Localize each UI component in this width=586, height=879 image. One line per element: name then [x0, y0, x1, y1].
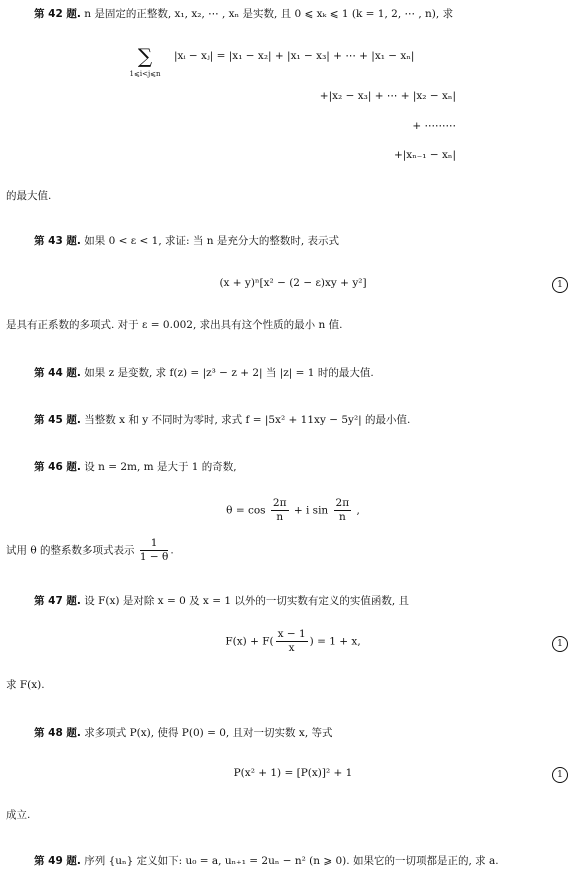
problem-42-label: 第 42 题.: [34, 8, 81, 20]
equation-47-right: ) = 1 + x,: [309, 635, 361, 648]
problem-43-label: 第 43 题.: [34, 235, 81, 247]
equation-46-mid: + i sin: [293, 504, 329, 517]
fraction-x-minus-1-over-x: [276, 628, 308, 655]
problem-48-label: 第 48 题.: [34, 727, 81, 739]
equation-48: P(x² + 1) = [P(x)]² + 1: [233, 767, 353, 779]
problem-42-text: n 是固定的正整数, x₁, x₂, ⋯ , xₙ 是实数, 且 0 ⩽ xₖ ⩽ 1 (k = 1, 2, ⋯ , n), 求: [84, 8, 454, 20]
problem-43-tail: 是具有正系数的多项式. 对于 ε = 0.002, 求出具有这个性质的最小 n 值.: [6, 319, 343, 331]
problem-44-statement: [34, 367, 374, 380]
problem-45-statement: [34, 414, 410, 427]
equation-43: (x + y)ⁿ[x² − (2 − ε)xy + y²]: [219, 277, 367, 289]
problem-48-statement: [34, 727, 333, 740]
equation-47: [0, 628, 586, 655]
equation-43-tag: 1: [552, 277, 568, 293]
problem-49-statement: [34, 855, 499, 868]
equation-46-left: θ = cos: [226, 504, 266, 517]
fraction-2pi-over-n-a: [271, 497, 289, 524]
equation-42-line-3: + ⋯⋯⋯: [412, 120, 456, 132]
equation-42-line-1: |xᵢ − xⱼ| = |x₁ − x₂| + |x₁ − x₃| + ⋯ + |x₁ − xₙ|: [174, 50, 415, 62]
problem-46-statement: [34, 461, 237, 474]
problem-46-tail-text: 试用 θ 的整系数多项式表示: [6, 544, 135, 557]
problem-46-tail: [6, 537, 174, 564]
fraction-numerator: 1: [140, 537, 168, 551]
fraction-1-over-1-minus-theta: [140, 537, 168, 564]
problem-42-statement: [34, 8, 453, 21]
equation-47-tag: 1: [552, 636, 568, 652]
problem-42-tail: 的最大值.: [6, 190, 52, 202]
problem-44-text: 如果 z 是变数, 求 f(z) = |z³ − z + 2| 当 |z| = 1 时的最大值.: [84, 367, 374, 379]
summation-symbol: ∑: [137, 44, 153, 68]
problem-47-tail: 求 F(x).: [6, 679, 45, 691]
problem-49-label: 第 49 题.: [34, 855, 81, 867]
equation-43-row: [0, 277, 586, 293]
problem-43-text: 如果 0 < ε < 1, 求证: 当 n 是充分大的整数时, 表示式: [84, 235, 340, 247]
fraction-numerator: 2π: [272, 497, 287, 509]
problem-46-label: 第 46 题.: [34, 461, 81, 473]
equation-48-row: [0, 767, 586, 783]
fraction-numerator: x − 1: [277, 628, 306, 640]
problem-47-label: 第 47 题.: [34, 595, 81, 607]
problem-49-text: 序列 {uₙ} 定义如下: u₀ = a, uₙ₊₁ = 2uₙ − n² (n ⩾ 0). 如果它的一切项都是正的, 求 a.: [84, 855, 499, 867]
problem-43-statement: [34, 235, 339, 248]
problem-48-tail: 成立.: [6, 809, 31, 821]
problem-45-label: 第 45 题.: [34, 414, 81, 426]
equation-48-tag: 1: [552, 767, 568, 783]
problem-46-tail-period: .: [170, 544, 174, 557]
fraction-denominator: n: [338, 511, 346, 523]
problem-48-text: 求多项式 P(x), 使得 P(0) = 0, 且对一切实数 x, 等式: [84, 727, 333, 739]
equation-42-line-4: +|xₙ₋₁ − xₙ|: [393, 149, 456, 161]
equation-46: [0, 497, 586, 524]
fraction-denominator: 1 − θ: [139, 551, 169, 563]
problem-47-text: 设 F(x) 是对除 x = 0 及 x = 1 以外的一切实数有定义的实值函数, 且: [84, 595, 410, 607]
equation-47-row: [0, 628, 586, 662]
problem-44-label: 第 44 题.: [34, 367, 81, 379]
equation-46-right: ,: [356, 504, 360, 517]
fraction-numerator: 2π: [335, 497, 350, 509]
problem-46-text: 设 n = 2m, m 是大于 1 的奇数,: [84, 461, 237, 473]
summation-subscript: 1⩽i<j⩽n: [129, 70, 161, 78]
problem-47-statement: [34, 595, 409, 608]
fraction-2pi-over-n-b: [334, 497, 352, 524]
equation-47-left: F(x) + F(: [225, 635, 274, 648]
equation-42-line-2: +|x₂ − x₃| + ⋯ + |x₂ − xₙ|: [319, 90, 456, 102]
fraction-denominator: x: [288, 642, 295, 654]
fraction-denominator: n: [276, 511, 284, 523]
problem-45-text: 当整数 x 和 y 不同时为零时, 求式 f = |5x² + 11xy − 5y²| 的最小值.: [84, 414, 411, 426]
